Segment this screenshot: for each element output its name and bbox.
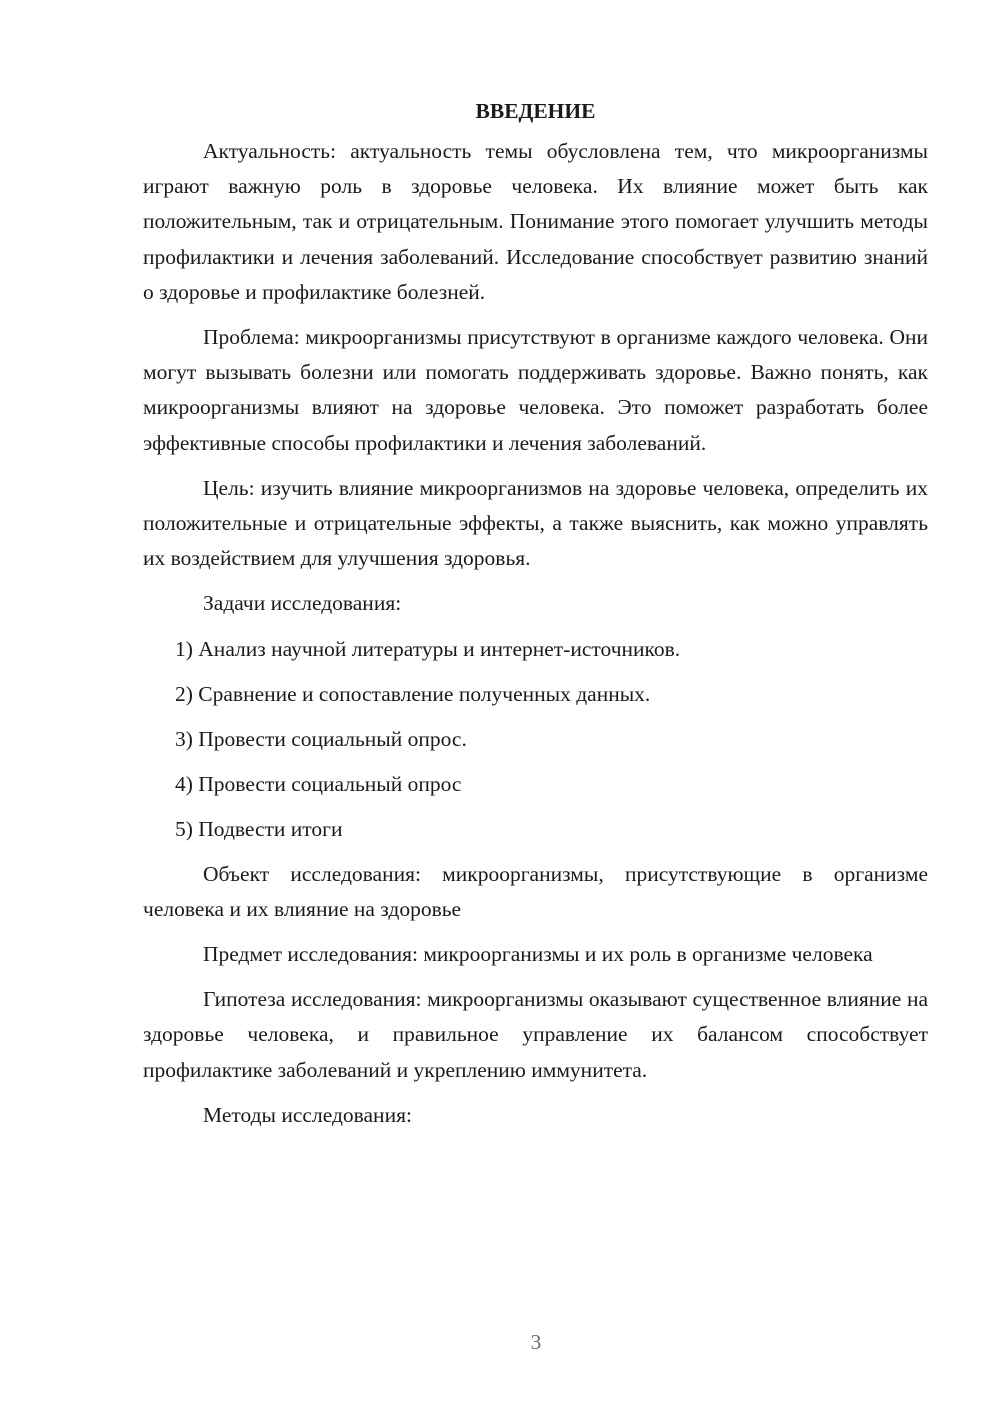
task-item: 5) Подвести итоги: [175, 816, 343, 841]
subject-paragraph: Предмет исследования: микроорганизмы и их роль в организме человека: [203, 942, 873, 967]
task-item: 1) Анализ научной литературы и интернет-источников.: [175, 636, 681, 661]
hypothesis-paragraph: Гипотеза исследования: микроорганизмы оказывают существенное влияние на здоровье человека, и правильное управление их балансом способствует профилактике заболеваний и укреплению иммунитета.: [143, 987, 928, 1082]
goal-paragraph: Цель: изучить влияние микроорганизмов на здоровье человека, определить их положительные и отрицательные эффекты, а также выяснить, как можно управлять их воздействием для улучшения здоровья.: [143, 475, 928, 571]
problem-paragraph: Проблема: микроорганизмы присутствуют в организме каждого человека. Они могут вызывать болезни или помогать поддерживать здоровье. Важно понять, как микроорганизмы влияют на здоровье человека. Это поможет разработать более эффективные способы профилактики и лечения заболеваний.: [143, 325, 928, 455]
page-title: ВВЕДЕНИЕ: [475, 99, 596, 123]
methods-heading: Методы исследования:: [203, 1102, 412, 1127]
page-content: [143, 96, 928, 1143]
task-item: 2) Сравнение и сопоставление полученных данных.: [175, 681, 651, 706]
task-item: 3) Провести социальный опрос.: [175, 726, 467, 751]
tasks-list: [143, 632, 928, 847]
page-number: 3: [530, 1330, 542, 1354]
tasks-heading: Задачи исследования:: [203, 591, 402, 616]
object-paragraph: Объект исследования: микроорганизмы, присутствующие в организме человека и их влияние на здоровье: [143, 861, 928, 921]
task-item: 4) Провести социальный опрос: [175, 771, 462, 796]
relevance-paragraph: Актуальность: актуальность темы обусловлена тем, что микроорганизмы играют важную роль в здоровье человека. Их влияние может быть как положительным, так и отрицательным. Понимание этого помогает улучшить методы профилактики и лечения заболеваний. Исследование способствует развитию знаний о здоровье и профилактике болезней.: [143, 139, 928, 304]
